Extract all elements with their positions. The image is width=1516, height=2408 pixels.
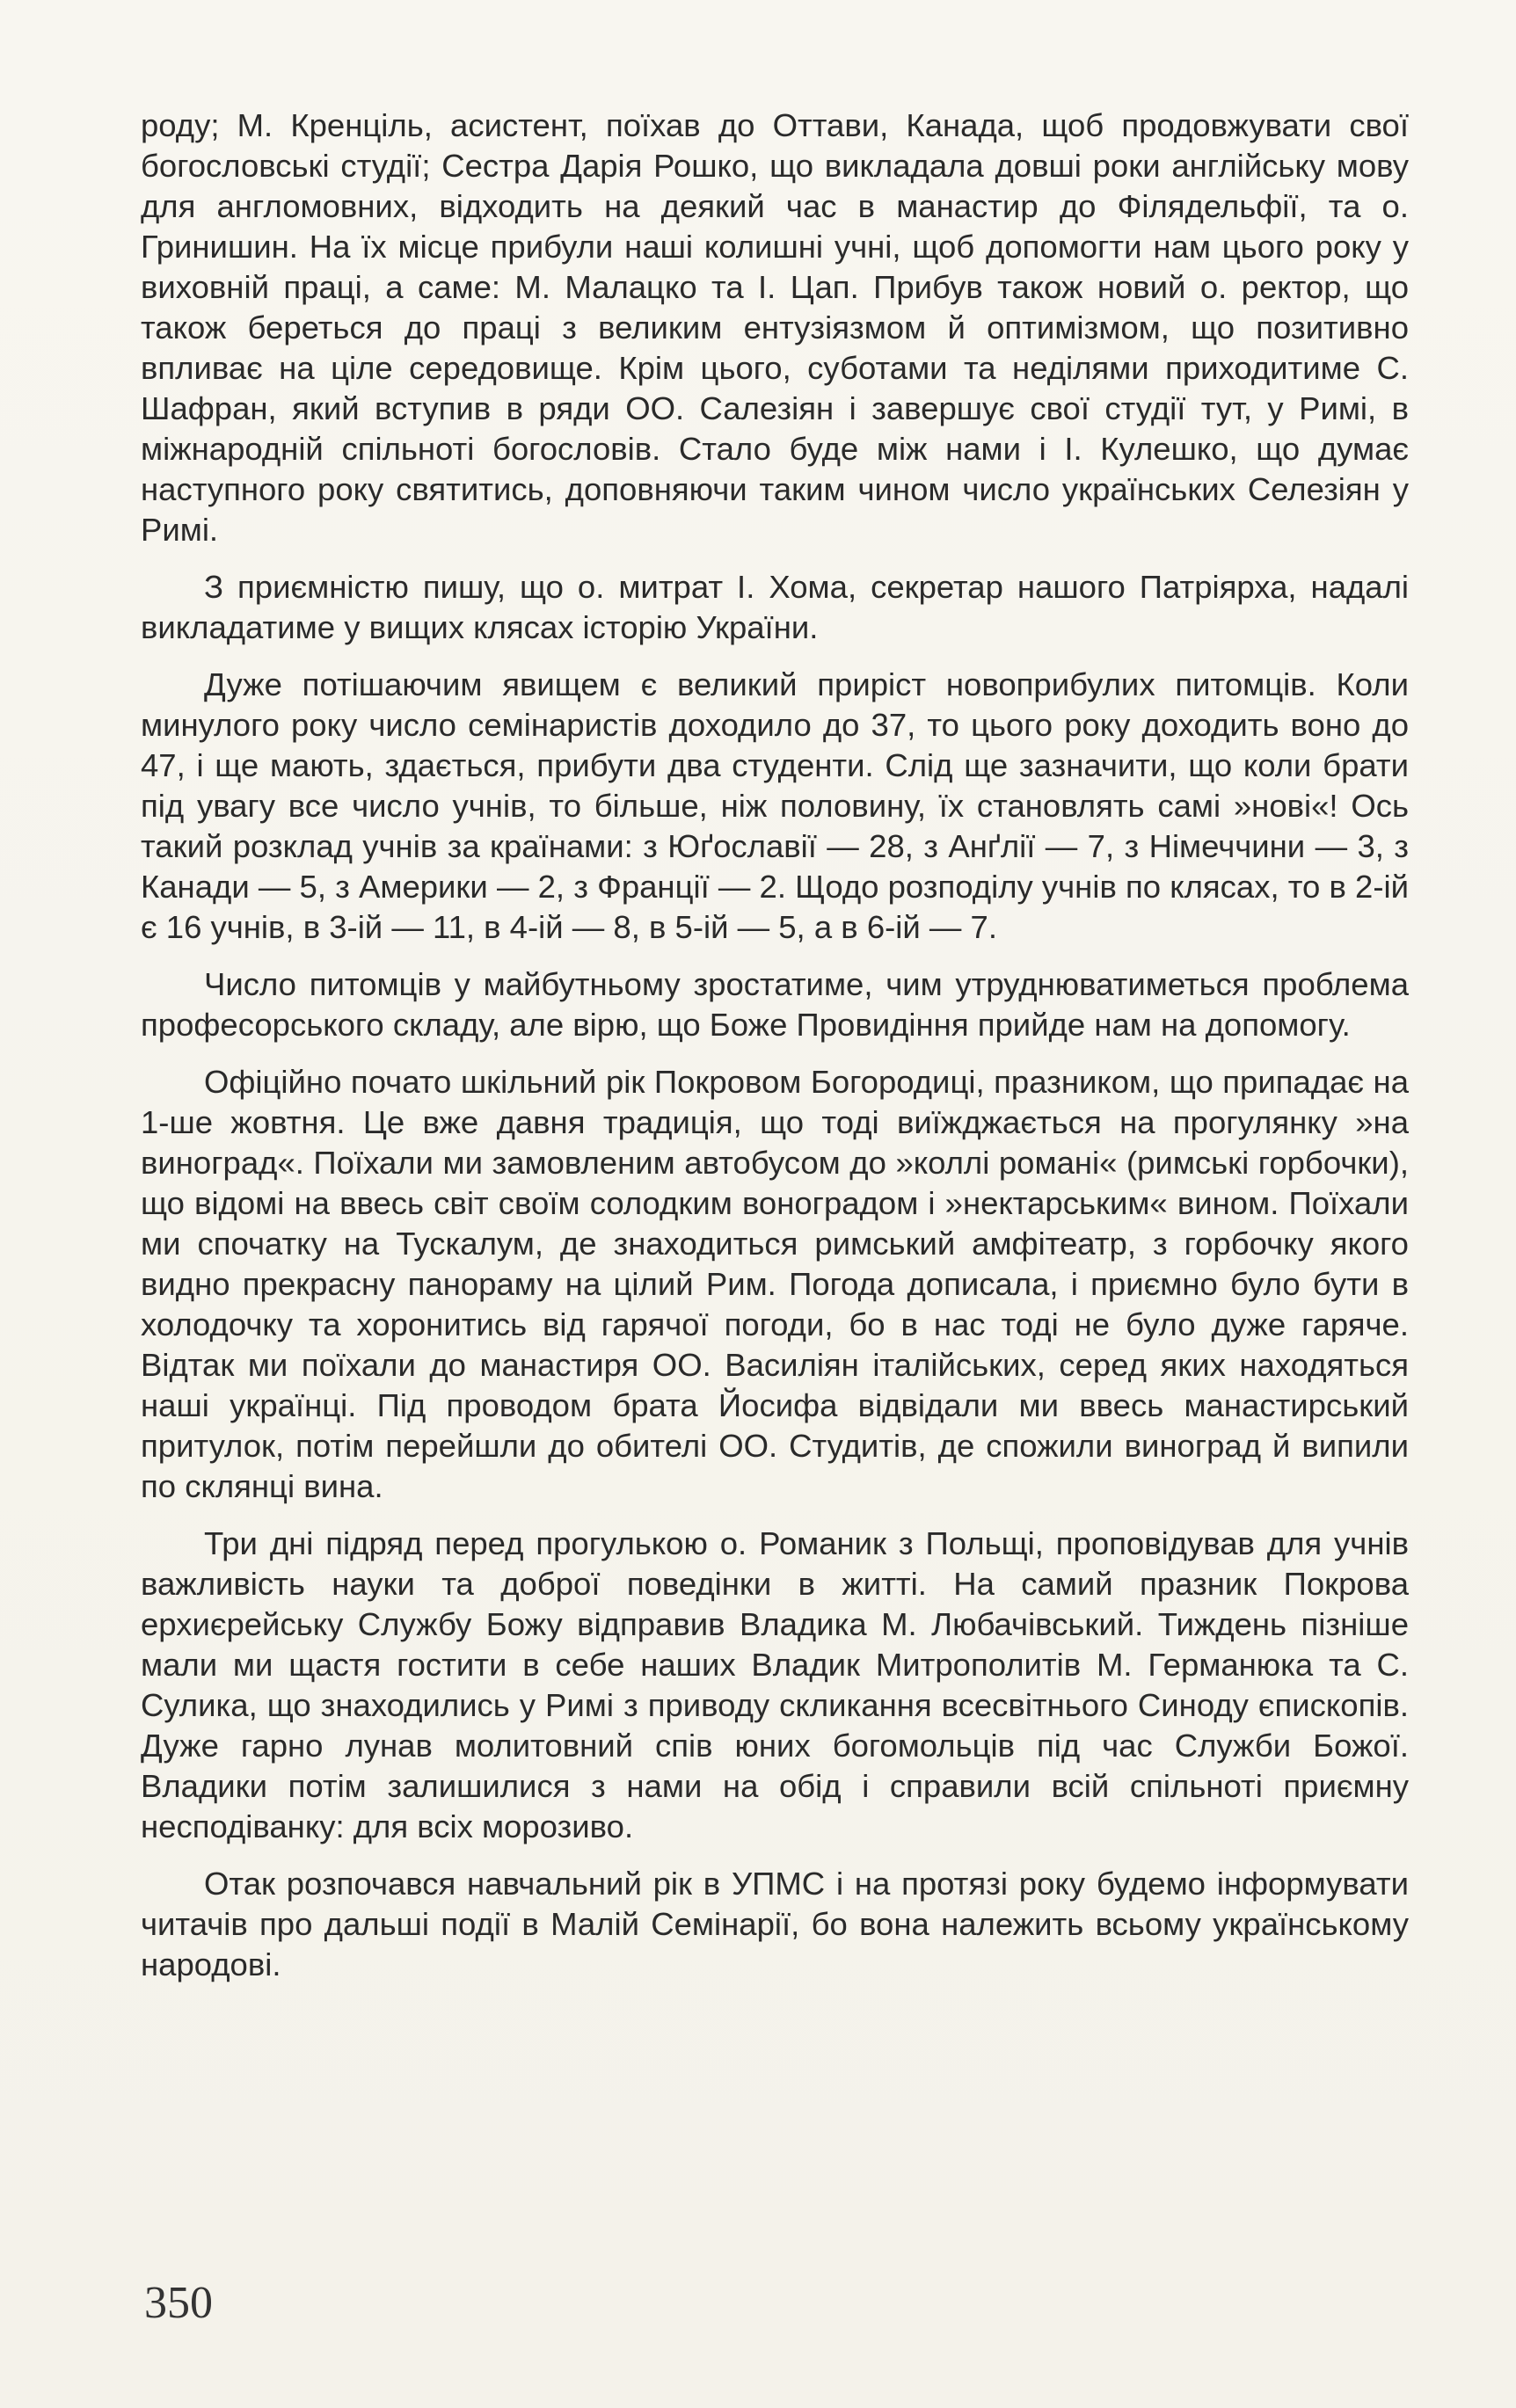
paragraph-5: Офіційно почато шкільний рік Покровом Богородиці, празником, що припадає на 1-ше жовтня. Це вже давня традиція, що тоді виїжджається на прогулянку »на виноград«. Поїхали ми замовленим автобусом до »коллі романі« (римські горбочки), що відомі на ввесь світ своїм солодким вонoградом і »нектарським« вином. Поїхали ми спочатку на Тускалум, де знаходиться римський амфітеатр, з горбочку якого видно прекрасну панораму на цілий Рим. Погода дописала, і приємно було бути в холодочку та хоронитись від гарячої погоди, бо в нас тоді не було дуже гаряче. Відтак ми поїхали до манастиря ОО. Василіян італійських, серед яких находяться наші українці. Під проводом брата Йосифа відвідали ми ввесь манастирський притулок, потім перейшли до обителі ОО. Студитів, де спожили виноград й випили по склянці вина. bbox=[141, 1064, 1409, 1504]
paragraph-4: Число питомців у майбутньому зростатиме, чим утруднюватиметься проблема професорського складу, але вірю, що Боже Провидіння прийде нам на допомогу. bbox=[141, 966, 1409, 1043]
paragraph-3: Дуже потішаючим явищем є великий приріст новоприбулих питомців. Коли минулого року число семінаристів доходило до 37, то цього року доходить воно до 47, і ще мають, здається, прибути два студенти. Слід ще зазначити, що коли брати під увагу все число учнів, то більше, ніж половину, їх становлять самі »нові«! Ось такий розклад учнів за країнами: з Юґославії — 28, з Анґлії — 7, з Німеччини — 3, з Канади — 5, з Америки — 2, з Франції — 2. Щодо розподілу учнів по клясах, то в 2-ій є 16 учнів, в 3-ій — 11, в 4-ій — 8, в 5-ій — 5, а в 6-ій — 7. bbox=[141, 666, 1409, 945]
paragraph-7: Отак розпочався навчальний рік в УПМС і на протязі року будемо інформувати читачів про дальші події в Малій Семінарії, бо вона належить всьому українському народові. bbox=[141, 1866, 1409, 1982]
paragraph-1: роду; М. Кренціль, асистент, поїхав до Оттави, Канада, щоб продовжувати свої богословські студії; Сестра Дарія Рошко, що викладала довші роки англійську мову для англомовних, відходить на деякий час в манастир до Філядельфії, та о. Гринишин. На їх місце прибули наші колишні учні, щоб допомогти нам цього року у виховній праці, а саме: М. Малацко та І. Цап. Прибув також новий о. ректор, що також береться до праці з великим ентузіязмом й оптимізмом, що позитивно впливає на ціле середовище. Крім цього, суботами та неділями приходитиме С. Шафран, який вступив в ряди ОО. Салезіян і завершує свої студії тут, у Римі, в міжнародній спільноті богословів. Стало буде між нами і І. Кулешко, що думає наступного року святитись, доповняючи таким чином число українських Селезіян у Римі. bbox=[141, 107, 1409, 548]
paragraph-2: З приємністю пишу, що о. митрат І. Хома, секретар нашого Патріярха, надалі викладатиме у вищих клясах історію України. bbox=[141, 569, 1409, 645]
body-text bbox=[141, 105, 1409, 2002]
paragraph-6: Три дні підряд перед прогулькою о. Романик з Польщі, проповідував для учнів важливість науки та доброї поведінки в житті. На самий празник Покрова ерхиєрейську Службу Божу відправив Владика М. Любачівський. Тиждень пізніше мали ми щастя гостити в себе наших Владик Митрополитів М. Германюка та С. Сулика, що знаходились у Римі з приводу скликання всесвітнього Синоду єпископів. Дуже гарно лунав молитовний спів юних богомольців під час Служби Божої. Владики потім залишилися з нами на обід і справили всій спільноті приємну несподіванку: для всіх морозиво. bbox=[141, 1525, 1409, 1844]
page-number: 350 bbox=[144, 2278, 213, 2328]
